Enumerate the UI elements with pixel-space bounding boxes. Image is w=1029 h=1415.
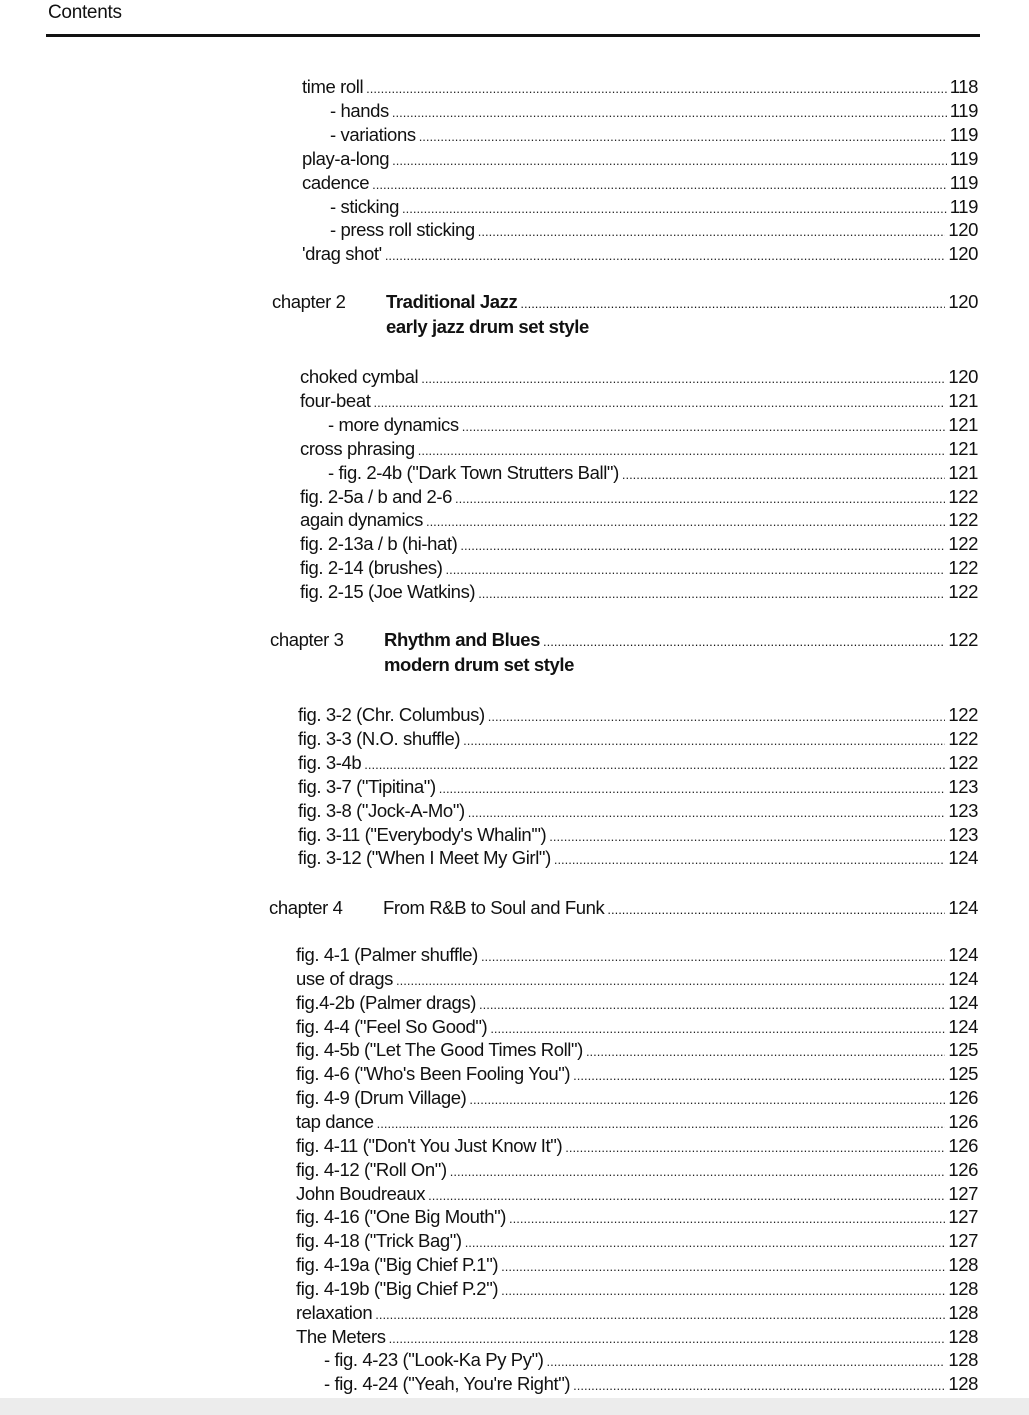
dot-leader xyxy=(501,1255,945,1279)
toc-entry xyxy=(296,1062,978,1086)
toc-entry-page: 123 xyxy=(948,799,978,821)
dot-leader xyxy=(481,945,945,969)
toc-entry-label: fig. 2-5a / b and 2-6 xyxy=(300,485,453,507)
toc-entry-label: fig. 3-2 (Chr. Columbus) xyxy=(298,704,485,725)
toc-entry-label: fig. 4-9 (Drum Village) xyxy=(296,1087,467,1109)
toc-entry-page: 122 xyxy=(948,581,978,603)
dot-leader xyxy=(468,801,946,825)
chapter-number: chapter 2 xyxy=(272,291,346,312)
toc-entry-label: cadence xyxy=(302,171,370,193)
dot-leader xyxy=(573,1064,945,1088)
toc-entry-label: four-beat xyxy=(300,389,371,411)
chapter-title: Traditional Jazz xyxy=(386,291,518,312)
toc-entry xyxy=(328,461,978,485)
chapter-heading xyxy=(272,290,978,314)
chapter-subtitle: modern drum set style xyxy=(384,654,575,675)
toc-entry-page: 123 xyxy=(948,823,978,845)
toc-entry xyxy=(298,799,978,823)
dot-leader xyxy=(392,101,947,125)
toc-entry xyxy=(300,532,978,556)
toc-entry xyxy=(296,1158,978,1182)
toc-entry-label: fig. 3-8 ("Jock-A-Mo") xyxy=(298,799,465,821)
toc-entry-page: 122 xyxy=(948,509,978,531)
toc-entry-label: fig. 4-5b ("Let The Good Times Roll") xyxy=(296,1039,583,1061)
toc-entry-page: 121 xyxy=(948,461,978,483)
toc-entry xyxy=(298,823,978,847)
dot-leader xyxy=(392,149,947,173)
toc-entry-label: fig. 4-19a ("Big Chief P.1") xyxy=(296,1254,499,1276)
dot-leader xyxy=(554,848,946,872)
toc-entry xyxy=(296,1205,978,1229)
chapter-page: 122 xyxy=(948,629,978,650)
toc-entry-label: - more dynamics xyxy=(328,413,459,435)
toc-entry xyxy=(296,1110,978,1134)
toc-entry xyxy=(296,1301,978,1325)
toc-entry-label: fig. 3-11 ("Everybody's Whalin'") xyxy=(298,823,547,845)
chapter-subtitle: early jazz drum set style xyxy=(386,316,589,337)
dot-leader xyxy=(375,1303,945,1327)
dot-leader xyxy=(462,415,946,439)
toc-entry-page: 128 xyxy=(948,1349,978,1371)
toc-entry-page: 128 xyxy=(948,1301,978,1323)
dot-leader xyxy=(385,244,946,268)
toc-entry-page: 119 xyxy=(949,99,978,121)
toc-entry-label: fig. 2-13a / b (hi-hat) xyxy=(300,533,458,555)
toc-entry-page: 118 xyxy=(949,76,978,97)
toc-entry xyxy=(330,123,978,147)
toc-entry-label: fig. 2-15 (Joe Watkins) xyxy=(300,581,476,603)
chapter-heading xyxy=(270,628,978,652)
toc-entry-label: - fig. 4-23 ("Look-Ka Py Py") xyxy=(324,1349,544,1371)
toc-entry xyxy=(296,1086,978,1110)
toc-entry xyxy=(330,195,978,219)
toc-entry xyxy=(330,218,978,242)
toc-entry-label: - hands xyxy=(330,99,389,121)
dot-leader xyxy=(450,1160,946,1184)
chapter-title: From R&B to Soul and Funk xyxy=(383,897,605,918)
toc-entry xyxy=(296,943,978,967)
dot-leader xyxy=(377,1112,946,1136)
toc-entry xyxy=(296,1325,978,1349)
toc-entry-page: 122 xyxy=(948,533,978,555)
toc-entry xyxy=(302,242,978,266)
dot-leader xyxy=(509,1207,945,1231)
toc-entry-page: 126 xyxy=(948,1087,978,1109)
dot-leader xyxy=(622,463,945,487)
toc-entry xyxy=(300,556,978,580)
dot-leader xyxy=(373,391,945,415)
toc-entry-page: 128 xyxy=(948,1254,978,1276)
dot-leader xyxy=(396,969,945,993)
toc-entry-label: fig.4-2b (Palmer drags) xyxy=(296,991,476,1013)
toc-entry-label: 'drag shot' xyxy=(302,243,382,265)
toc-entry-page: 128 xyxy=(948,1325,978,1347)
toc-entry xyxy=(298,751,978,775)
dot-leader xyxy=(565,1136,945,1160)
toc-entry xyxy=(328,413,978,437)
toc-entry-page: 128 xyxy=(948,1277,978,1299)
toc-entry-label: The Meters xyxy=(296,1325,386,1347)
chapter-number: chapter 3 xyxy=(270,629,344,650)
dot-leader xyxy=(607,898,945,922)
toc-entry-page: 120 xyxy=(948,243,978,265)
chapter-page: 124 xyxy=(948,897,978,918)
toc-entry xyxy=(300,365,978,389)
toc-entry xyxy=(302,75,978,99)
dot-leader xyxy=(547,1350,946,1374)
dot-leader xyxy=(418,439,946,463)
dot-leader xyxy=(389,1327,946,1351)
toc-entry-label: fig. 4-1 (Palmer shuffle) xyxy=(296,944,478,965)
toc-entry-page: 125 xyxy=(948,1039,978,1061)
toc-entry xyxy=(296,991,978,1015)
dot-leader xyxy=(372,173,947,197)
bottom-scroll-area xyxy=(0,1398,1029,1415)
toc-entry-label: fig. 3-7 ("Tipitina") xyxy=(298,775,436,797)
toc-entry-label: fig. 4-12 ("Roll On") xyxy=(296,1158,447,1180)
dot-leader xyxy=(543,630,945,654)
dot-leader xyxy=(490,1017,945,1041)
toc-entry-page: 124 xyxy=(948,1015,978,1037)
toc-entry-label: John Boudreaux xyxy=(296,1182,426,1204)
toc-entry-page: 121 xyxy=(948,413,978,435)
toc-entry-page: 124 xyxy=(948,967,978,989)
chapter-page: 120 xyxy=(948,291,978,312)
toc-entry xyxy=(302,147,978,171)
toc-entry xyxy=(296,1038,978,1062)
toc-entry xyxy=(324,1348,978,1372)
toc-entry-page: 125 xyxy=(948,1063,978,1085)
toc-entry xyxy=(296,1253,978,1277)
toc-entry-page: 120 xyxy=(948,219,978,241)
dot-leader xyxy=(586,1040,945,1064)
dot-leader xyxy=(501,1279,945,1303)
toc-entry xyxy=(330,99,978,123)
dot-leader xyxy=(478,582,945,606)
dot-leader xyxy=(428,1184,945,1208)
toc-entry xyxy=(300,437,978,461)
toc-entry-label: fig. 3-12 ("When I Meet My Girl") xyxy=(298,847,551,869)
toc-entry-label: choked cymbal xyxy=(300,366,419,387)
toc-entry xyxy=(296,1229,978,1253)
toc-entry-label: fig. 4-11 ("Don't You Just Know It") xyxy=(296,1134,563,1156)
toc-entry-label: fig. 4-4 ("Feel So Good") xyxy=(296,1015,488,1037)
toc-entry-page: 126 xyxy=(948,1134,978,1156)
dot-leader xyxy=(426,510,945,534)
toc-entry-label: - press roll sticking xyxy=(330,219,475,241)
chapter-number: chapter 4 xyxy=(269,897,343,918)
dot-leader xyxy=(402,197,947,221)
dot-leader xyxy=(520,292,945,316)
toc-entry xyxy=(298,846,978,870)
toc-entry-page: 122 xyxy=(948,727,978,749)
toc-entry-page: 119 xyxy=(949,123,978,145)
toc-entry-page: 119 xyxy=(949,195,978,217)
dot-leader xyxy=(366,77,947,101)
toc-entry xyxy=(300,389,978,413)
toc-entry xyxy=(298,703,978,727)
toc-entry-page: 127 xyxy=(948,1230,978,1252)
toc-entry xyxy=(296,1277,978,1301)
toc-entry-page: 127 xyxy=(948,1182,978,1204)
toc-entry-label: fig. 3-3 (N.O. shuffle) xyxy=(298,727,461,749)
toc-entry xyxy=(300,508,978,532)
toc-entry-label: - fig. 2-4b ("Dark Town Strutters Ball") xyxy=(328,461,619,483)
dot-leader xyxy=(573,1374,945,1398)
dot-leader xyxy=(364,753,945,777)
dot-leader xyxy=(421,367,945,391)
toc-entry-page: 122 xyxy=(948,704,978,725)
toc-entry xyxy=(300,580,978,604)
toc-entry-label: - fig. 4-24 ("Yeah, You're Right") xyxy=(324,1373,571,1395)
dot-leader xyxy=(439,777,946,801)
toc-entry-label: - sticking xyxy=(330,195,399,217)
toc-entry-label: use of drags xyxy=(296,967,394,989)
toc-entry-page: 121 xyxy=(948,389,978,411)
toc-entry-page: 124 xyxy=(948,991,978,1013)
toc-entry-page: 124 xyxy=(948,847,978,869)
toc-entry-label: fig. 2-14 (brushes) xyxy=(300,557,443,579)
dot-leader xyxy=(469,1088,945,1112)
chapter-heading xyxy=(269,896,978,920)
dot-leader xyxy=(549,825,945,849)
dot-leader xyxy=(446,558,946,582)
toc-entry-page: 122 xyxy=(948,485,978,507)
dot-leader xyxy=(479,993,945,1017)
toc-entry-page: 122 xyxy=(948,557,978,579)
toc-entry xyxy=(296,1134,978,1158)
toc-entry-label: time roll xyxy=(302,76,364,97)
dot-leader xyxy=(465,1231,946,1255)
toc-entry-label: fig. 4-16 ("One Big Mouth") xyxy=(296,1206,507,1228)
toc-entry-page: 126 xyxy=(948,1158,978,1180)
toc-entry-page: 123 xyxy=(948,775,978,797)
toc-entry-page: 119 xyxy=(949,147,978,169)
toc-entry-label: tap dance xyxy=(296,1110,374,1132)
toc-entry-page: 119 xyxy=(949,171,978,193)
toc-entry-page: 127 xyxy=(948,1206,978,1228)
toc-entry-page: 120 xyxy=(948,366,978,387)
toc-entry-label: fig. 4-6 ("Who's Been Fooling You") xyxy=(296,1063,571,1085)
header-title: Contents xyxy=(48,2,122,23)
toc-entry-label: fig. 3-4b xyxy=(298,751,362,773)
toc-entry xyxy=(296,1182,978,1206)
toc-entry-page: 128 xyxy=(948,1373,978,1395)
toc-entry-label: - variations xyxy=(330,123,416,145)
toc-entry xyxy=(298,775,978,799)
dot-leader xyxy=(463,729,945,753)
toc-entry-label: fig. 4-19b ("Big Chief P.2") xyxy=(296,1277,499,1299)
dot-leader xyxy=(488,705,946,729)
toc-entry xyxy=(302,171,978,195)
chapter-title: Rhythm and Blues xyxy=(384,629,541,650)
toc-entry-label: play-a-long xyxy=(302,147,390,169)
toc-entry-label: again dynamics xyxy=(300,509,423,531)
dot-leader xyxy=(455,487,945,511)
toc-entry xyxy=(296,1015,978,1039)
toc-entry-label: relaxation xyxy=(296,1301,373,1323)
toc-entry-page: 122 xyxy=(948,751,978,773)
dot-leader xyxy=(478,220,946,244)
toc-entry-page: 124 xyxy=(948,944,978,965)
toc-entry xyxy=(296,967,978,991)
toc-entry xyxy=(324,1372,978,1396)
toc-entry-label: cross phrasing xyxy=(300,437,415,459)
toc-entry-label: fig. 4-18 ("Trick Bag") xyxy=(296,1230,462,1252)
dot-leader xyxy=(460,534,945,558)
dot-leader xyxy=(419,125,947,149)
toc-entry-page: 121 xyxy=(948,437,978,459)
toc-entry xyxy=(298,727,978,751)
toc-entry xyxy=(300,485,978,509)
toc-entry-page: 126 xyxy=(948,1110,978,1132)
